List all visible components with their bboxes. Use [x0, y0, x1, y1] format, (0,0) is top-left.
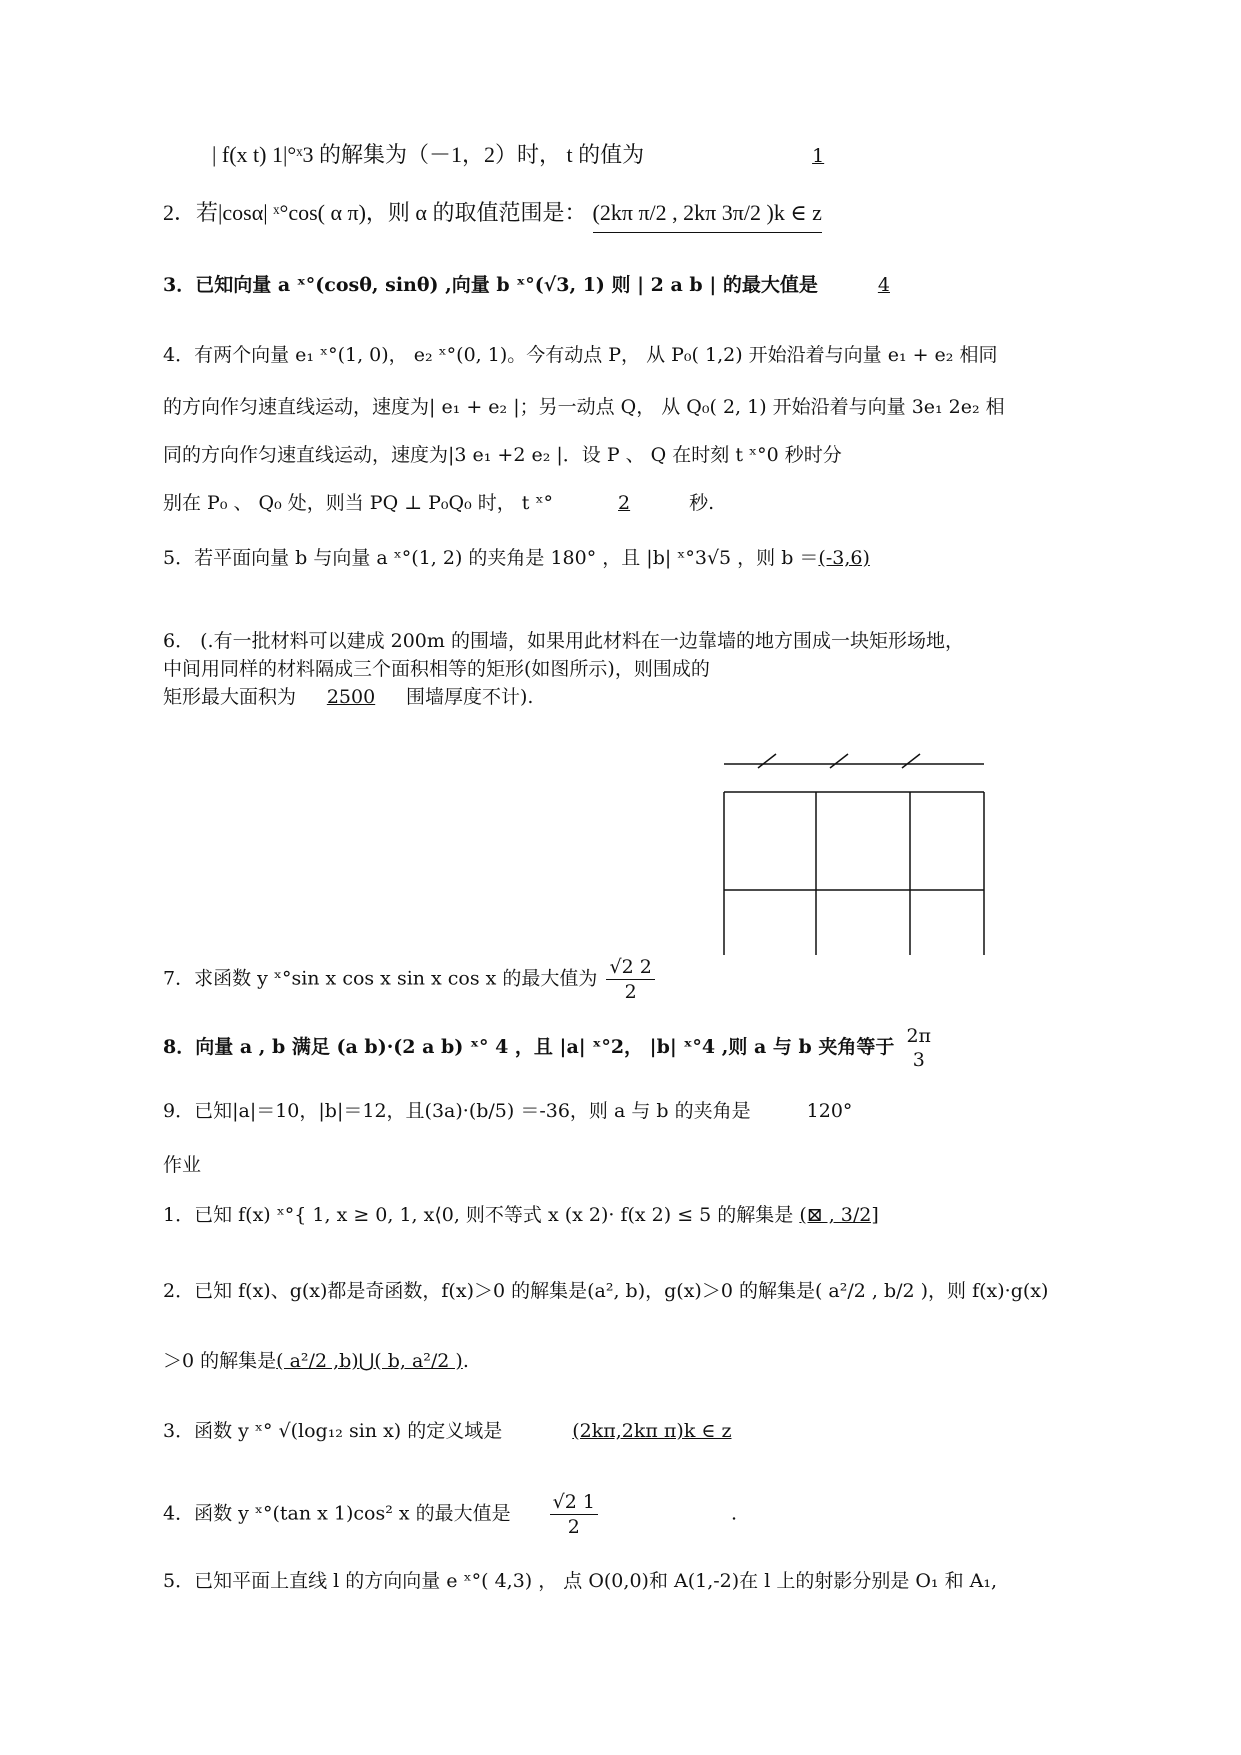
- homework-2-line-2-text: ＞0 的解集是: [163, 1350, 277, 1372]
- homework-4-answer: [550, 1490, 598, 1539]
- homework-5-text: 5．已知平面上直线 l 的方向向量 e ˣ°( 4,3) ， 点 O(0,0)和 A(1,-2)在 l 上的射影分别是 O₁ 和 A₁,: [163, 1570, 998, 1592]
- problem-6-suffix: 围墙厚度不计).: [406, 686, 534, 708]
- problem-9: [163, 1098, 852, 1124]
- problem-3-answer: 4: [877, 274, 890, 296]
- problem-7-answer-num: √2 2: [606, 955, 654, 980]
- problem-4-answer: 2: [618, 492, 631, 514]
- fence-diagram: [720, 750, 1000, 960]
- problem-7: [163, 955, 658, 1004]
- homework-4-suffix: .: [730, 1502, 738, 1525]
- problem-4-suffix: 秒.: [689, 492, 715, 514]
- problem-9-answer: 120°: [806, 1100, 853, 1122]
- homework-3-answer: (2kπ,2kπ π)k ∈ z: [572, 1420, 732, 1442]
- homework-4-answer-num: √2 1: [550, 1490, 598, 1515]
- problem-4-line-2: [163, 394, 1005, 420]
- homework-4-text: 4．函数 y ˣ°(tan x 1)cos² x 的最大值是: [163, 1502, 511, 1525]
- homework-5: [163, 1568, 997, 1594]
- problem-8-answer: [903, 1024, 934, 1072]
- problem-8-answer-den: 3: [912, 1049, 925, 1071]
- homework-1: [163, 1202, 879, 1228]
- homework-2-line-2: [163, 1348, 469, 1374]
- problem-7-text: 7．求函数 y ˣ°sin x cos x sin x cos x 的最大值为: [163, 967, 598, 990]
- problem-5-answer: (-3,6): [818, 547, 870, 569]
- homework-3: [163, 1418, 852, 1444]
- problem-2: [163, 200, 822, 233]
- problem-4-line-3-text: 同的方向作匀速直线运动，速度为|3 e₁ +2 e₂ |．设 P 、 Q 在时刻 t ˣ°0 秒时分: [163, 444, 842, 466]
- problem-3-text: 3．已知向量 a ˣ°(cosθ, sinθ) ,向量 b ˣ°(√3, 1) 则 | 2 a b | 的最大值是: [163, 274, 818, 296]
- problem-2-answer: (2kπ π/2 , 2kπ 3π/2 )k ∈ z: [593, 200, 822, 233]
- problem-1-tail: [212, 142, 824, 169]
- problem-2-text: 2．若|cosα| ˣ°cos( α π)，则 α 的取值范围是：: [163, 200, 587, 225]
- homework-heading: 作业: [163, 1154, 202, 1176]
- problem-6-line-1-text: 6． (.有一批材料可以建成 200m 的围墙，如果用此材料在一边靠墙的地方围成一块矩形场地，: [163, 630, 964, 652]
- homework-2-line-1-text: 2．已知 f(x)、g(x)都是奇函数，f(x)＞0 的解集是(a², b)，g(x)＞0 的解集是( a²/2 , b/2 )，则 f(x)·g(x): [163, 1280, 1049, 1302]
- wall-hatch: [758, 754, 776, 768]
- problem-8: [163, 1024, 1013, 1072]
- homework-2-suffix: .: [462, 1350, 469, 1372]
- wall-hatch: [902, 754, 920, 768]
- problem-5-text: 5．若平面向量 b 与向量 a ˣ°(1, 2) 的夹角是 180° ，且 |b| ˣ°3√5 ，则 b ＝: [163, 547, 819, 569]
- problem-4-line-1-text: 4．有两个向量 e₁ ˣ°(1, 0)， e₂ ˣ°(0, 1)。今有动点 P， 从 P₀( 1,2) 开始沿着与向量 e₁ + e₂ 相同: [163, 344, 998, 366]
- homework-1-answer: (⊠ , 3/2]: [799, 1204, 879, 1226]
- wall-hatch: [830, 754, 848, 768]
- problem-4-line-3: [163, 442, 842, 468]
- problem-3: [163, 272, 944, 298]
- homework-1-text: 1．已知 f(x) ˣ°{ 1, x ≥ 0, 1, x⟨0, 则不等式 x (x 2)· f(x 2) ≤ 5 的解集是: [163, 1204, 794, 1226]
- problem-4-line-2-text: 的方向作匀速直线运动，速度为| e₁ + e₂ |；另一动点 Q， 从 Q₀( 2, 1) 开始沿着与向量 3e₁ 2e₂ 相: [163, 396, 1005, 418]
- problem-6-line-3: [163, 684, 533, 710]
- problem-6-line-1: [163, 628, 964, 654]
- problem-7-answer-den: 2: [624, 981, 637, 1003]
- homework-2-answer: ( a²/2 ,b)⋃( b, a²/2 ): [276, 1350, 463, 1372]
- problem-4-line-1: [163, 342, 997, 368]
- problem-6-answer: 2500: [326, 686, 376, 708]
- problem-5: [163, 545, 968, 571]
- problem-6-line-3-text: 矩形最大面积为: [163, 686, 297, 708]
- problem-6-line-2-text: 中间用同样的材料隔成三个面积相等的矩形(如图所示)，则围成的: [163, 658, 710, 680]
- homework-4-answer-den: 2: [567, 1516, 580, 1538]
- problem-7-answer: [606, 955, 654, 1004]
- homework-3-text: 3．函数 y ˣ° √(log₁₂ sin x) 的定义域是: [163, 1420, 503, 1442]
- problem-4-line-4-text: 别在 P₀ 、 Q₀ 处，则当 PQ ⊥ P₀Q₀ 时， t ˣ°: [163, 492, 554, 514]
- problem-8-answer-num: 2π: [906, 1025, 932, 1047]
- problem-4-line-4: [163, 490, 714, 516]
- problem-8-text: 8．向量 a , b 满足 (a b)·(2 a b) ˣ° 4 ，且 |a| ˣ°2， |b| ˣ°4 ,则 a 与 b 夹角等于: [163, 1036, 895, 1058]
- problem-9-text: 9．已知|a|＝10，|b|＝12，且(3a)·(b/5) ＝-36，则 a 与 b 的夹角是: [163, 1100, 751, 1122]
- homework-2-line-1: [163, 1278, 1048, 1304]
- problem-1-text: | f(x t) 1|°ˣ3 的解集为（－1，2）时， t 的值为: [212, 142, 645, 167]
- problem-1-answer: 1: [812, 145, 825, 167]
- homework-4: [163, 1490, 737, 1539]
- problem-6-line-2: [163, 656, 710, 682]
